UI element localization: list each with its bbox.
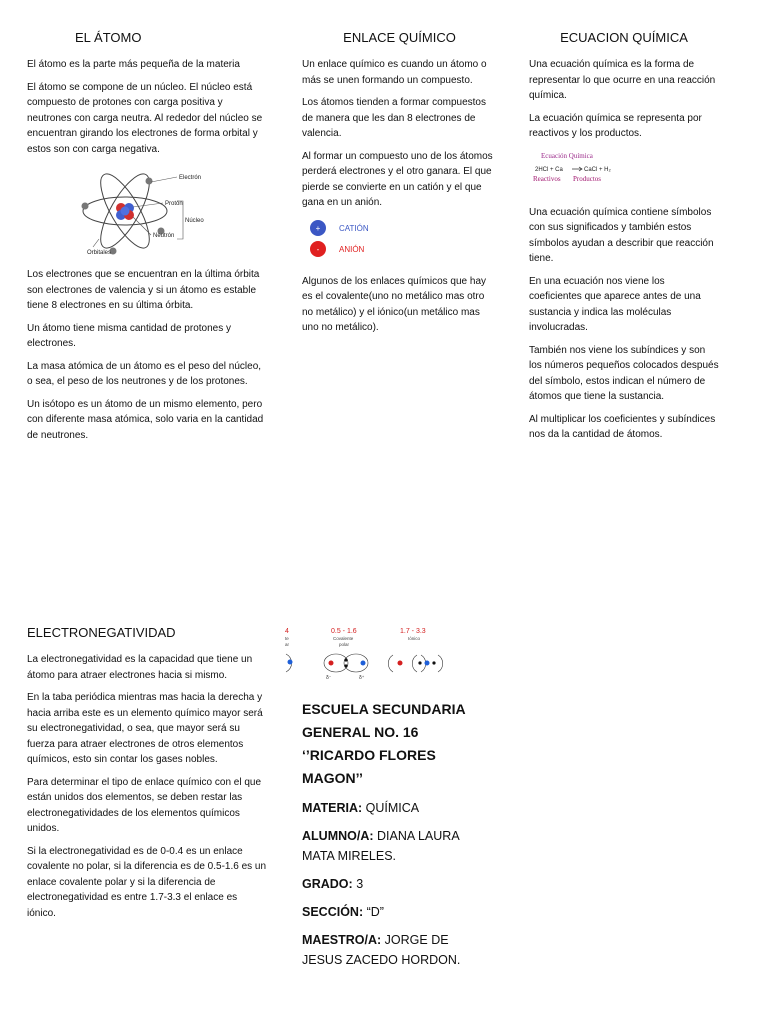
anion-row <box>310 239 497 260</box>
student-value: DIANA LAURA MATA MIRELES. <box>302 829 459 863</box>
delta-minus: δ⁻ <box>326 675 332 681</box>
bond-paragraph-1: Un enlace químico es cuando un átomo o más se unen formando un compuesto. <box>302 59 487 86</box>
anion-icon: - <box>310 241 326 257</box>
atom-paragraph-4: Un átomo tiene misma cantidad de protones y electrones. <box>27 322 231 349</box>
electron-label: Electrón <box>179 175 202 181</box>
equation-title: ECUACION QUÍMICA <box>560 30 688 45</box>
grade-row <box>302 874 492 894</box>
ion-figure <box>310 218 497 260</box>
equation-figure-title: Ecuación Química <box>541 151 593 160</box>
grade-label: GRADO: <box>302 877 353 891</box>
atom-paragraph-1: El átomo es la parte más pequeña de la materia <box>27 59 240 70</box>
atom-paragraph-2: El átomo se compone de un núcleo. El núcleo está compuesto de protones con carga positiva y neutrones con carga neutra. Al rededor del núcleo se encuentran girando los electrones de forma orbital y estos son con carga negativa. <box>27 81 263 155</box>
anion-label: ANIÓN <box>339 244 365 254</box>
range-nonpolar-sub1: te <box>285 636 289 641</box>
atom-paragraph-6: Un isótopo es un átomo de un mismo elemento, pero con diferente masa atómica, solo varia en la cantidad de neutrones. <box>27 398 264 441</box>
range-polar-sub2: polar <box>339 642 350 647</box>
range-ionic: 1.7 - 3.3 <box>400 628 426 635</box>
equation-paragraph-2: La ecuación química se representa por reactivos y los productos. <box>529 112 702 139</box>
equation-right: CaCl + H₂ <box>584 166 611 173</box>
range-ionic-sub: Iónico <box>408 636 421 641</box>
equation-paragraph-3: Una ecuación química contiene símbolos con sus significados y también estos símbolos ayudan a describir que reacción tiene. <box>529 206 714 264</box>
delta-plus: δ⁺ <box>359 675 365 681</box>
teacher-label: MAESTRO/A: <box>302 933 382 947</box>
electronegativity-diagram <box>282 622 452 684</box>
productos-label: Productos <box>573 174 601 183</box>
neutron-label: Neutrón <box>153 233 175 239</box>
school-name: ESCUELA SECUNDARIA GENERAL NO. 16 ‘’RICARDO FLORES MAGON’’ <box>302 701 466 786</box>
atom-title: EL ÁTOMO <box>75 30 142 45</box>
grade-value: 3 <box>356 877 364 891</box>
subject-value: QUÍMICA <box>365 801 420 815</box>
atom-paragraph-5: La masa atómica de un átomo es el peso del núcleo, o sea, el peso de los neutrones y de los protones. <box>27 360 262 387</box>
equation-paragraph-4: En una ecuación nos viene los coeficientes que aparece antes de una sustancia y indica las moléculas involucradas. <box>529 275 701 333</box>
electronegativity-paragraph-3: Para determinar el tipo de enlace químico con el que están unidos dos elementos, se deben restar las electronegatividades de los elementos químicos unidos. <box>27 776 262 834</box>
teacher-value: JORGE DE JESUS ZACEDO HORDON. <box>302 933 461 967</box>
section-label: SECCIÓN: <box>302 905 364 919</box>
proton-label: Protón <box>165 201 183 207</box>
equation-left: 2HCl + Ca <box>535 166 563 173</box>
atom-section <box>27 30 267 450</box>
cation-row <box>310 218 497 239</box>
range-nonpolar: 4 <box>285 628 289 635</box>
nucleus-label: Núcleo <box>185 218 204 224</box>
cation-icon: + <box>310 220 326 236</box>
section-value: “D” <box>366 905 384 919</box>
subject-row <box>302 798 492 818</box>
student-row <box>302 826 492 866</box>
range-polar: 0.5 - 1.6 <box>331 628 357 635</box>
atom-paragraph-3: Los electrones que se encuentran en la última órbita son electrones de valencia y si un átomo es estable tiene 8 electrones en su última órbita. <box>27 269 260 311</box>
bond-section <box>302 30 497 343</box>
equation-paragraph-6: Al multiplicar los coeficientes y subíndices nos da la cantidad de átomos. <box>529 413 716 440</box>
equation-paragraph-5: También nos viene los subíndices y son los números pequeños colocados después del símbolo, estos indican el número de átomos que tiene la sustancia. <box>529 344 719 402</box>
electronegativity-paragraph-2: En la taba periódica mientras mas hacia la derecha y hacia arriba este es un elemento químico mayor será su electronegatividad, o sea, que mayor será su fuerza para atraer electrones de otros elementos químicos, esto sin contar los gases nobles. <box>27 692 263 765</box>
equation-paragraph-1: Una ecuación química es la forma de representar lo que ocurre en una reacción química. <box>529 59 716 101</box>
bond-paragraph-3: Al formar un compuesto uno de los átomos perderá electrones y el otro ganara. El que pierde se convierte en un catión y el que gana en un anión. <box>302 150 493 208</box>
bond-paragraph-2: Los átomos tienden a formar compuestos de manera que les dan 8 electrones de valencia. <box>302 97 486 139</box>
range-nonpolar-sub2: ar <box>285 642 290 647</box>
atom-diagram <box>27 165 267 257</box>
range-polar-sub1: Covalente <box>333 636 354 641</box>
reactivos-label: Reactivos <box>533 174 561 183</box>
electronegativity-paragraph-4: Si la electronegatividad es de 0-0.4 es un enlace covalente no polar, si la diferencia es de 0.5-1.6 es un enlace covalente polar y si la diferencia de electronegatividad es entre 1.7-3.3 el enlace es iónico. <box>27 845 267 919</box>
bond-paragraph-4: Algunos de los enlaces químicos que hay es el covalente(uno no metálico mas otro no metálico) y el iónico(un metálico mas uno no metálico). <box>302 275 487 333</box>
student-label: ALUMNO/A: <box>302 829 374 843</box>
teacher-row <box>302 930 492 970</box>
electronegativity-section <box>27 625 267 928</box>
cation-label: CATIÓN <box>339 223 369 233</box>
electronegativity-paragraph-1: La electronegatividad es la capacidad que tiene un átomo para atraer electrones hacia si mismo. <box>27 654 253 681</box>
bond-title: ENLACE QUÍMICO <box>343 30 456 45</box>
subject-label: MATERIA: <box>302 801 363 815</box>
equation-section <box>529 30 719 450</box>
electronegativity-title: ELECTRONEGATIVIDAD <box>27 625 176 640</box>
equation-figure <box>529 149 719 189</box>
cover-info <box>302 698 492 978</box>
section-row <box>302 902 492 922</box>
orbitals-label: Orbitales <box>87 250 112 256</box>
